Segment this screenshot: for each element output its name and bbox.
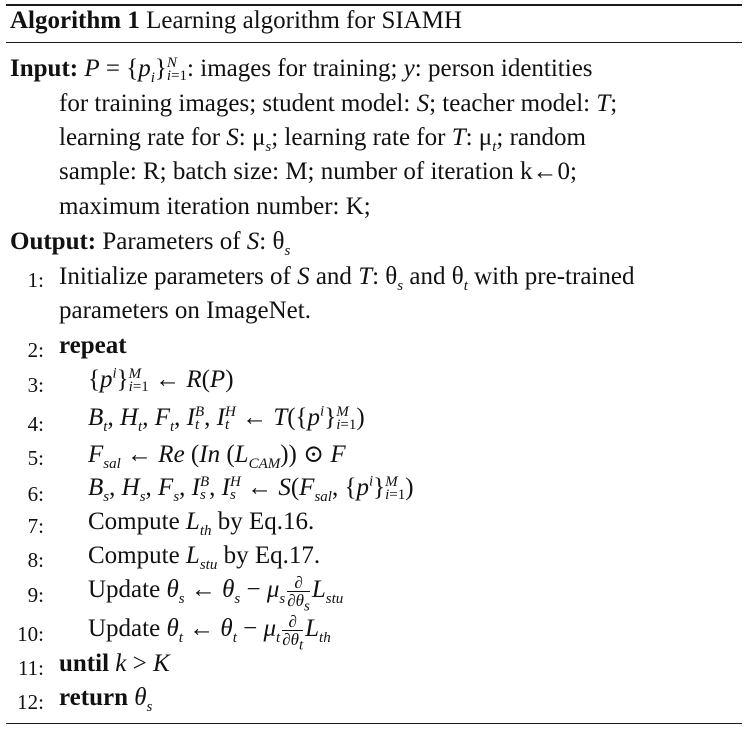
step-number: 12: (17, 690, 44, 714)
step-12: return $\theta_s$ (59, 684, 153, 715)
step-10: Update $\theta_t$ ← $\theta_t - \mu_t$ $\frac{\partial}{\partial\theta_t}$ $L_{th}$ (88, 612, 331, 654)
output-S: S (246, 228, 260, 255)
input-line-3 (59, 124, 586, 155)
step7-ref: by Eq.16. (211, 508, 315, 535)
input-text-3e: ; random (496, 124, 586, 151)
step1-and: and (309, 263, 359, 290)
step-9: Update $\theta_s$ ← $\theta_s - \mu_s$ $\frac{\partial}{\partial\theta_s}$ $L_{stu}$ (88, 573, 344, 615)
step10-text: Update (88, 615, 167, 643)
input-text-1: : images for training; (187, 55, 404, 82)
input-line-2 (59, 90, 617, 118)
output-line (10, 228, 291, 259)
step-number: 10: (17, 622, 44, 646)
step1-cont-text: parameters on ImageNet. (59, 297, 311, 324)
input-line-5 (59, 193, 371, 221)
input-text-3a: learning rate for (59, 124, 227, 151)
input-text-2: for training images; student model: (59, 90, 417, 117)
input-mu-t: : μ (465, 124, 493, 151)
input-line-4 (59, 158, 577, 186)
input-label: Input: (10, 55, 79, 82)
step8-ref: by Eq.17. (217, 542, 321, 569)
step8-text: Compute (88, 542, 186, 569)
return-keyword: return (59, 684, 128, 711)
title-rule (6, 42, 742, 43)
step-number: 9: (27, 583, 44, 607)
top-rule (6, 4, 742, 6)
input-mu-t-sub: t (492, 139, 497, 155)
output-label: Output: (10, 228, 97, 255)
step-number: 2: (27, 338, 44, 362)
step-number: 4: (27, 412, 44, 436)
input-y: y (403, 55, 415, 82)
step-1 (59, 263, 635, 294)
until-keyword: until (59, 650, 110, 677)
step-8: Compute $L_{stu}$ by Eq.17. (88, 542, 321, 573)
step-6: $B_s$, $H_s$, $F_s$, I B s , I H s ← $S(F_{sal}$, $\{p^i\}$ M i=1 ) (88, 473, 414, 505)
input-text-5: maximum iteration number: K; (59, 193, 371, 220)
step-number: 6: (27, 482, 44, 506)
step1-S: S (297, 263, 310, 290)
input-line-1 (10, 55, 593, 84)
step-number: 11: (17, 656, 44, 680)
step-2 (59, 332, 127, 360)
input-S: S (416, 90, 430, 117)
algorithm-caption: Learning algorithm for SIAMH (146, 7, 463, 34)
input-text-2-end: ; (610, 90, 618, 117)
input-mu-s: : μ (238, 124, 266, 151)
step-11: until k > K (59, 650, 170, 677)
step-7: Compute $L_{th}$ by Eq.16. (88, 508, 315, 539)
algorithm-label: Algorithm 1 (10, 7, 140, 34)
input-text-4: sample: R; batch size: M; number of iteration k←0; (59, 158, 577, 185)
step1-text-d: with pre-trained (467, 263, 635, 290)
input-T: T (596, 90, 611, 117)
output-text: Parameters of (102, 228, 247, 255)
step-number: 8: (27, 548, 44, 572)
step7-text: Compute (88, 508, 186, 535)
input-text-2-mid: ; teacher model: (429, 90, 597, 117)
step-5: $F_{sal}$ ← Re (In $(L_{CAM})$) ⊙ F (88, 441, 346, 472)
step-number: 1: (27, 268, 44, 292)
step-1-cont (59, 297, 311, 325)
step-number: 5: (27, 446, 44, 470)
output-theta-sub: s (284, 243, 291, 259)
step-number: 3: (27, 373, 44, 397)
step1-T: T (358, 263, 373, 290)
step1-theta-s: : θ (372, 263, 398, 290)
step1-text-a: Initialize parameters of (59, 263, 298, 290)
output-theta: : θ (259, 228, 285, 255)
step-3: $\{p^i\}$ M i=1 ← R(P) (88, 365, 234, 396)
repeat-keyword: repeat (59, 332, 127, 359)
input-mu-s-sub: s (265, 139, 272, 155)
step9-text: Update (88, 576, 167, 604)
step-number: 7: (27, 514, 44, 538)
input-S2: S (226, 124, 239, 151)
step1-theta-s-sub: s (397, 278, 404, 294)
step1-theta-t: and θ (403, 263, 464, 290)
step1-theta-t-sub: t (463, 278, 468, 294)
input-T2: T (451, 124, 466, 151)
input-math-p: $P = \{p_i\}$ N i=1 (84, 54, 188, 86)
input-text-1-end: : person identities (414, 55, 593, 82)
bottom-rule (6, 723, 742, 724)
algorithm-title (10, 7, 462, 35)
step-4: $B_t$, $H_t$, $F_t$, I B t , I H t ← $T(\{p^i\}$ M i=1 ) (88, 403, 365, 435)
input-text-3c: ; learning rate for (271, 124, 452, 151)
